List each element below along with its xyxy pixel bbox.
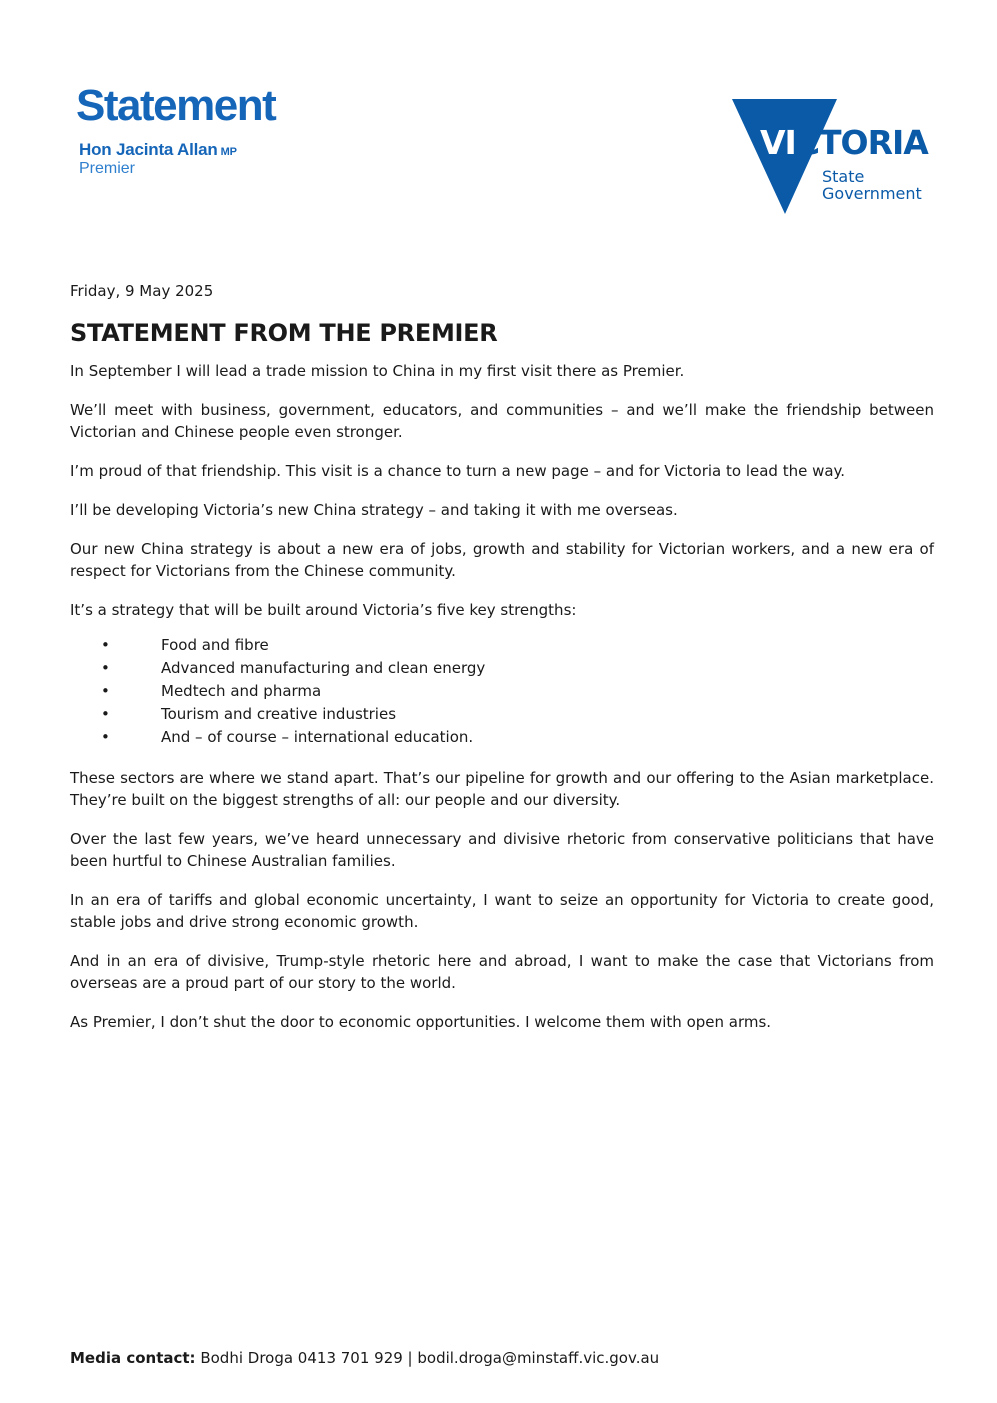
list-item-text: Medtech and pharma: [161, 682, 322, 700]
minister-role: Premier: [79, 160, 136, 177]
logo-line-government: Government: [822, 184, 922, 203]
minister-suffix: MP: [220, 146, 237, 158]
list-item-text: Advanced manufacturing and clean energy: [161, 659, 486, 677]
bullet-icon: •: [101, 636, 110, 654]
paragraph: Our new China strategy is about a new era of jobs, growth and stability for Victorian workers, and a new era of respect for Victorians from the Chinese community.: [70, 540, 934, 580]
list-item: [70, 703, 934, 726]
media-contact: [70, 1347, 659, 1369]
list-item-text: And – of course – international education.: [161, 728, 474, 746]
document-date: Friday, 9 May 2025: [70, 282, 214, 300]
paragraph: In an era of tariffs and global economic uncertainty, I want to seize an opportunity for Victoria to create good, stable jobs and drive strong economic growth.: [70, 891, 934, 931]
statement-title: Statement: [76, 81, 276, 130]
strengths-list: [70, 634, 934, 749]
victoria-wordmark: [760, 123, 928, 162]
document-heading: STATEMENT FROM THE PREMIER: [70, 319, 498, 347]
document-body: [70, 280, 934, 1050]
paragraph: It’s a strategy that will be built around Victoria’s five key strengths:: [70, 601, 577, 619]
paragraph: I’m proud of that friendship. This visit is a chance to turn a new page – and for Victoria to lead the way.: [70, 462, 846, 480]
paragraph: And in an era of divisive, Trump-style rhetoric here and abroad, I want to make the case that Victorians from overseas are a proud part of our story to the world.: [70, 952, 934, 992]
paragraph: As Premier, I don’t shut the door to economic opportunities. I welcome them with open arms.: [70, 1013, 772, 1031]
wordmark-vi: VI: [760, 123, 796, 162]
paragraph: I’ll be developing Victoria’s new China strategy – and taking it with me overseas.: [70, 501, 678, 519]
victoria-state-government-logo: [730, 96, 940, 218]
wordmark-rest: CTORIA: [795, 123, 928, 162]
paragraph: Over the last few years, we’ve heard unnecessary and divisive rhetoric from conservative politicians that have been hurtful to Chinese Australian families.: [70, 830, 934, 870]
bullet-icon: •: [101, 659, 110, 677]
media-contact-details: Bodhi Droga 0413 701 929 | bodil.droga@minstaff.vic.gov.au: [195, 1349, 660, 1367]
bullet-icon: •: [101, 728, 110, 746]
minister-name: [79, 140, 237, 160]
bullet-icon: •: [101, 705, 110, 723]
list-item: [70, 726, 934, 749]
list-item: [70, 634, 934, 657]
paragraph: These sectors are where we stand apart. That’s our pipeline for growth and our offering to the Asian marketplace. They’re built on the biggest strengths of all: our people and our diversity.: [70, 769, 934, 809]
list-item: [70, 680, 934, 703]
paragraph: In September I will lead a trade mission to China in my first visit there as Premier.: [70, 362, 685, 380]
state-government-text: [822, 168, 922, 202]
logo-line-state: State: [822, 167, 865, 186]
media-contact-label: Media contact:: [70, 1349, 196, 1367]
list-item: [70, 657, 934, 680]
minister-name-text: Hon Jacinta Allan: [79, 140, 218, 159]
bullet-icon: •: [101, 682, 110, 700]
list-item-text: Tourism and creative industries: [161, 705, 397, 723]
paragraph: We’ll meet with business, government, educators, and communities – and we’ll make the friendship between Victorian and Chinese people even stronger.: [70, 401, 934, 441]
list-item-text: Food and fibre: [161, 636, 269, 654]
letterhead: [0, 0, 997, 240]
